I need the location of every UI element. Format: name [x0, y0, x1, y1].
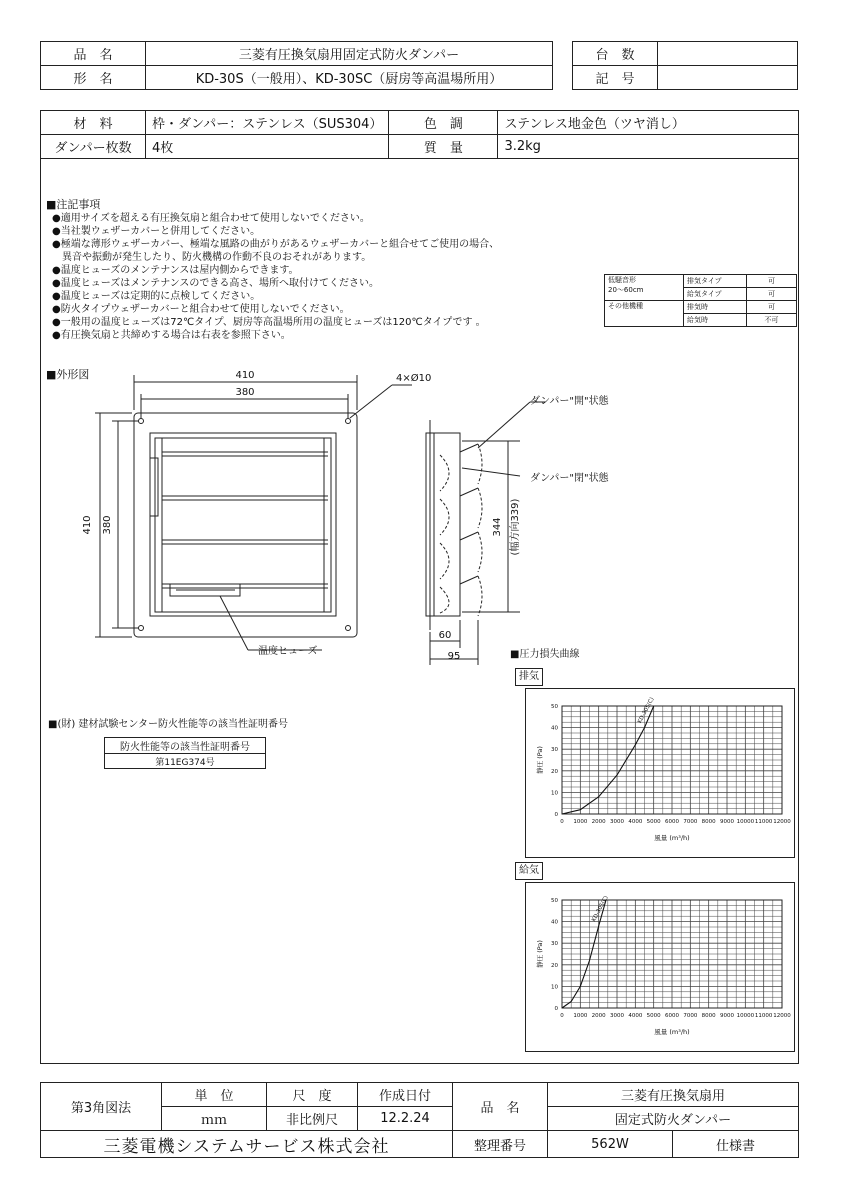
y-tick-label: 40: [551, 919, 558, 926]
dim-344: 344: [492, 517, 503, 537]
x-tick-label: 10000: [736, 1013, 755, 1019]
zairyo-value: 枠・ダンパー：ステンレス（SUS304）: [146, 111, 389, 135]
x-tick-label: 7000: [683, 1013, 698, 1019]
dim-410-w: 410: [235, 370, 255, 381]
x-axis-label: 風量 (m³/h): [654, 834, 690, 842]
cert-header: 防火性能等の該当性証明番号: [105, 738, 266, 754]
chart-supply-title: 給気: [515, 862, 543, 880]
compat-r1a-value: 可: [747, 275, 797, 288]
mount-hole: [139, 626, 144, 631]
x-tick-label: 4000: [628, 819, 643, 825]
note-item: ●極端な薄形ウェザーカバー、極端な風路の曲がりがあるウェザーカバーと組合せてご使用の場合、: [52, 239, 500, 250]
note-item: ●防火タイプウェザーカバーと組合わせて使用しないでください。: [52, 304, 350, 315]
dim-380-h: 380: [102, 515, 113, 535]
projection-label: 第3角図法: [41, 1083, 162, 1131]
y-axis-label: 静圧 (Pa): [536, 746, 544, 774]
x-tick-label: 8000: [701, 1013, 716, 1019]
y-tick-label: 20: [551, 768, 558, 775]
x-tick-label: 9000: [720, 1013, 734, 1019]
x-axis-label: 風量 (m³/h): [654, 1028, 690, 1036]
holes-label: 4×Ø10: [396, 373, 432, 384]
title-block: [40, 1082, 799, 1158]
chart-supply: [525, 882, 795, 1052]
note-item: ●温度ヒューズはメンテナンスのできる高さ、場所へ取付けてください。: [52, 278, 380, 289]
x-tick-label: 0: [560, 1013, 564, 1019]
compat-r2a-value: 可: [747, 301, 797, 314]
date-label: 作成日付: [358, 1083, 453, 1107]
compat-r1-sub: 20～60cm: [608, 286, 644, 294]
x-tick-label: 3000: [610, 1013, 624, 1019]
footer-hinmei-label: 品 名: [453, 1083, 548, 1131]
dim-95: 95: [447, 651, 461, 662]
mount-hole: [346, 626, 351, 631]
footer-hinmei-v1: 三菱有圧換気扇用: [548, 1083, 799, 1107]
x-tick-label: 3000: [610, 819, 624, 825]
y-tick-label: 50: [551, 898, 558, 904]
x-tick-label: 2000: [591, 819, 606, 825]
footer-hinmei-v2: 固定式防火ダンパー: [548, 1107, 799, 1131]
maisu-value: 4枚: [146, 135, 389, 159]
compat-r2-label: その他機種: [605, 301, 684, 327]
drawing-title: ■外形図: [46, 368, 90, 381]
kigo-label: 記 号: [573, 66, 658, 90]
x-tick-label: 10000: [736, 819, 755, 825]
front-inner-frame: [150, 433, 336, 616]
company-name: 三菱電機システムサービス株式会社: [41, 1131, 453, 1158]
compat-r1a: 排気タイプ: [684, 275, 747, 288]
shikicho-label: 色 調: [389, 111, 498, 135]
y-tick-label: 10: [551, 984, 558, 991]
y-tick-label: 0: [554, 1006, 558, 1012]
dim-410-h: 410: [82, 515, 93, 535]
series-label: KD-30S(C): [636, 696, 656, 725]
x-tick-label: 12000: [773, 1013, 791, 1019]
x-tick-label: 9000: [720, 819, 734, 825]
x-tick-label: 2000: [591, 1013, 606, 1019]
y-tick-label: 0: [554, 812, 558, 818]
x-tick-label: 1000: [573, 1013, 588, 1019]
notes-title: ■注記事項: [46, 198, 101, 211]
cert-title: ■(財) 建材試験センター防火性能等の該当性証明番号: [48, 719, 289, 730]
x-tick-label: 7000: [683, 819, 698, 825]
x-tick-label: 4000: [628, 1013, 643, 1019]
compat-r1b-value: 可: [747, 288, 797, 301]
dim-380-w: 380: [235, 387, 255, 398]
fuse-label: 温度ヒューズ: [258, 646, 318, 657]
chart-exhaust: [525, 688, 795, 858]
x-tick-label: 5000: [646, 1013, 661, 1019]
side-view-body: [426, 433, 460, 616]
y-tick-label: 10: [551, 790, 558, 797]
cert-table: [104, 737, 266, 769]
seiri-label: 整理番号: [453, 1131, 548, 1158]
damper-handle: [150, 458, 158, 516]
chart-exhaust-title: 排気: [515, 668, 543, 686]
scale-value: 非比例尺: [267, 1107, 358, 1131]
date-value: 12.2.24: [358, 1107, 453, 1131]
damper-closed-label: ダンパー"閉"状態: [530, 473, 609, 484]
doc-type: 仕様書: [673, 1131, 799, 1158]
shitsuryo-label: 質 量: [389, 135, 498, 159]
mount-hole: [139, 419, 144, 424]
unit-label: 単 位: [162, 1083, 267, 1107]
note-item: ●適用サイズを超える有圧換気扇と組合わせて使用しないでください。: [52, 213, 370, 224]
note-item: ●当社製ウェザーカバーと併用してください。: [52, 226, 261, 237]
y-axis-label: 静圧 (Pa): [536, 940, 544, 968]
daisu-label: 台 数: [573, 42, 658, 66]
y-tick-label: 30: [551, 747, 558, 754]
shitsuryo-value: 3.2kg: [498, 135, 799, 159]
compat-r2a: 排気時: [684, 301, 747, 314]
x-tick-label: 0: [560, 819, 564, 825]
maisu-label: ダンパー枚数: [41, 135, 146, 159]
katamei-value: KD-30S（一般用）、KD-30SC（厨房等高温場所用）: [146, 66, 553, 90]
cert-value: 第11EG374号: [105, 754, 266, 769]
seiri-value: 562W: [548, 1131, 673, 1158]
x-tick-label: 6000: [665, 1013, 679, 1019]
y-tick-label: 40: [551, 725, 558, 732]
dim-60: 60: [438, 630, 452, 641]
note-item: ●有圧換気扇と共締めする場合は右表を参照下さい。: [52, 330, 291, 341]
y-tick-label: 30: [551, 941, 558, 948]
hinmei-value: 三菱有圧換気扇用固定式防火ダンパー: [146, 42, 553, 66]
x-tick-label: 11000: [754, 1013, 773, 1019]
front-inner-frame-2: [155, 438, 331, 612]
series-label: KD-30S(C): [591, 894, 610, 923]
chart-title: ■圧力損失曲線: [510, 649, 580, 660]
x-tick-label: 12000: [773, 819, 791, 825]
compat-r2b-value: 不可: [747, 314, 797, 327]
note-item: ●温度ヒューズのメンテナンスは屋内側からできます。: [52, 265, 299, 276]
compat-r1-label: 低騒音形: [608, 276, 636, 284]
shikicho-value: ステンレス地金色（ツヤ消し）: [498, 111, 799, 135]
hinmei-label: 品 名: [41, 42, 146, 66]
zairyo-label: 材 料: [41, 111, 146, 135]
compat-r2b: 給気時: [684, 314, 747, 327]
x-tick-label: 6000: [665, 819, 679, 825]
note-item: ●温度ヒューズは定期的に点検してください。: [52, 291, 261, 302]
y-tick-label: 20: [551, 962, 558, 969]
x-tick-label: 11000: [754, 819, 773, 825]
katamei-label: 形 名: [41, 66, 146, 90]
x-tick-label: 1000: [573, 819, 588, 825]
mount-hole: [346, 419, 351, 424]
unit-value: ｍｍ: [162, 1107, 267, 1131]
y-tick-label: 50: [551, 704, 558, 710]
x-tick-label: 8000: [701, 819, 716, 825]
scale-label: 尺 度: [267, 1083, 358, 1107]
dim-339: (幅方向339): [510, 498, 521, 556]
x-tick-label: 5000: [646, 819, 661, 825]
note-item: 異音や振動が発生したり、防火機構の作動不良のおそれがあります。: [52, 252, 372, 263]
damper-open-label: ダンパー"開"状態: [530, 396, 609, 407]
note-item: ●一般用の温度ヒューズは72℃タイプ、厨房等高温場所用の温度ヒューズは120℃タイプです 。: [52, 317, 486, 328]
compat-r1b: 給気タイプ: [684, 288, 747, 301]
